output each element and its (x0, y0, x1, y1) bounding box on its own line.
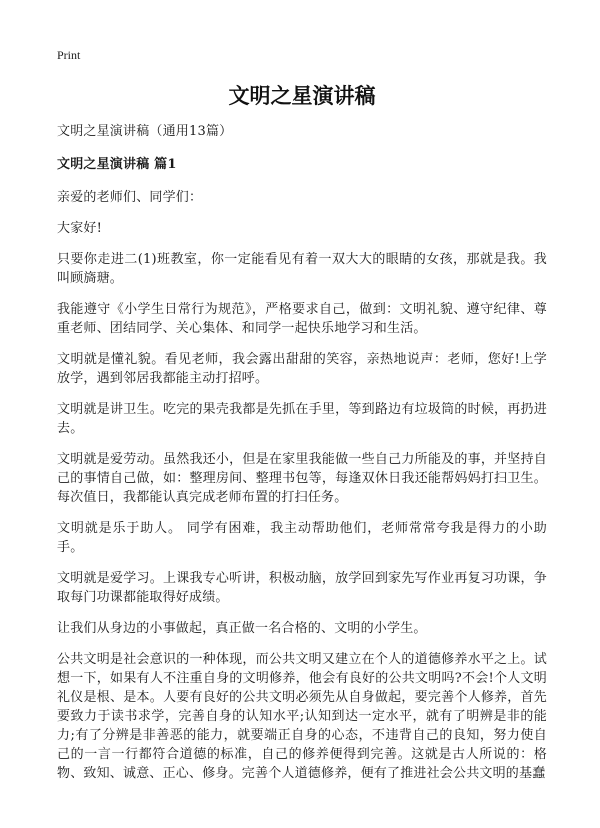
paragraph: 文明就是爱劳动。虽然我还小，但是在家里我能做一些自己力所能及的事，并坚持自己的事情自己做，如：整理房间、整理书包等，每逢双休日我还能帮妈妈打扫卫生。每次值日，我都能认真完成老师布置的打扫任务。 (57, 452, 547, 505)
paragraph: 文明就是爱学习。上课我专心听讲，积极动脑，放学回到家先写作业再复习功课，争取每门功课都能取得好成绩。 (57, 571, 547, 605)
paragraph: 让我们从身边的小事做起，真正做一名合格的、文明的小学生。 (57, 621, 427, 636)
document-subtitle: 文明之星演讲稿（通用13篇） (57, 124, 233, 139)
print-link[interactable]: Print (57, 48, 81, 62)
document-title: 文明之星演讲稿 (228, 84, 376, 108)
paragraph: 文明就是懂礼貌。看见老师，我会露出甜甜的笑容，亲热地说声：老师，您好!上学放学，遇到邻居我都能主动打招呼。 (57, 352, 547, 386)
paragraph: 我能遵守《小学生日常行为规范》，严格要求自己，做到：文明礼貌、遵守纪律、尊重老师、团结同学、关心集体、和同学一起快乐地学习和生活。 (57, 302, 547, 336)
paragraph-greeting: 亲爱的老师们、同学们： (57, 190, 203, 205)
paragraph: 只要你走进二(1)班教室，你一定能看见有着一双大大的眼睛的女孩，那就是我。我叫顾旖瑭。 (57, 252, 547, 286)
section-heading: 文明之星演讲稿 篇1 (57, 157, 177, 172)
paragraph: 文明就是讲卫生。吃完的果壳我都是先抓在手里，等到路边有垃圾筒的时候，再扔进去。 (57, 402, 547, 436)
paragraph-hello: 大家好! (57, 221, 103, 236)
document-body (57, 122, 547, 795)
paragraph: 文明就是乐于助人。 同学有困难，我主动帮助他们，老师常常夸我是得力的小助手。 (57, 521, 547, 555)
paragraph: 公共文明是社会意识的一种体现，而公共文明又建立在个人的道德修养水平之上。试想一下，如果有人不注重自身的文明修养，他会有良好的公共文明吗?不会!个人文明礼仪是根、是本。人要有良好的公共文明必须先从自身做起，要完善个人修养，首先要致力于读书求学，完善自身的认知水平;认知到达一定水平，就有了明辨是非的能力;有了分辨是非善恶的能力，就要端正自身的心态，不违背自己的良知，努力使自己的一言一行都符合道德的标准，自己的修养便得到完善。这就是古人所说的：格物、致知、诚意、正心、修身。完善个人道德修养，便有了推进社会公共文明的基蠢 (57, 652, 547, 781)
